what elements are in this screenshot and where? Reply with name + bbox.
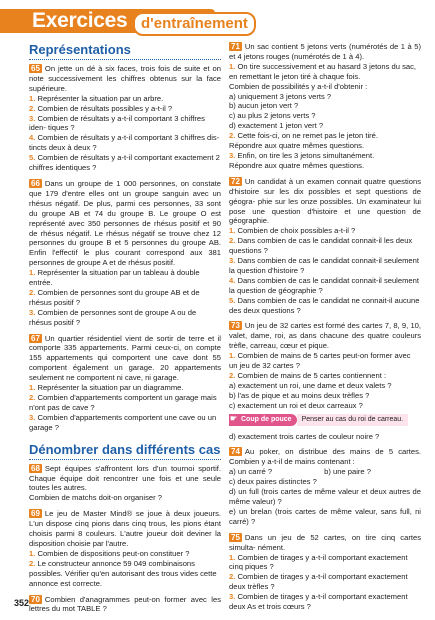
question — [29, 413, 221, 433]
question-number: 2. — [229, 572, 236, 582]
question-number: 1. — [29, 268, 36, 278]
item: d) exactement 1 jeton vert ? — [229, 121, 324, 131]
exercise-intro: Dans un jeu de 52 cartes, on tire cinq cartes simulta- nément. — [229, 532, 421, 552]
question-number: 3. — [229, 256, 236, 266]
question-number: 2. — [229, 371, 236, 380]
exercise-intro: Le jeu de Master Mind® se joue à deux joueurs. L'un dispose cinq pions dans cinq trous, les pions étant choisis parmi 8 couleurs. L'autre joueur doit deviner la disposition choisie par l'autre. — [29, 509, 221, 548]
item: a) uniquement 3 jetons verts ? — [229, 91, 332, 101]
exercise-number: 69 — [31, 509, 40, 519]
question-text: Représenter la situation par un arbre. — [37, 93, 164, 103]
item: c) deux paires distinctes ? — [229, 477, 317, 487]
question-number: 3. — [229, 592, 236, 602]
question-text: Le constructeur annonce 59 049 combinaisons possibles. Vérifier qu'en autorisant des trous vides cette annonce est correcte. — [29, 558, 217, 588]
question — [229, 62, 421, 82]
question-number: 1. — [29, 93, 36, 103]
hint-label — [229, 414, 297, 426]
page-title: Exercices — [32, 9, 128, 32]
question-text: Combien de mains de 5 cartes contiennent : — [237, 371, 387, 380]
item: d) un full (trois cartes de même valeur et deux autres de même valeur) ? — [229, 487, 421, 506]
question-text: Cette fois-ci, on ne remet pas le jeton tiré. — [237, 131, 379, 141]
item: b) une paire ? — [324, 467, 371, 477]
question-text: Représenter la situation par un tableau à double entrée. — [29, 268, 200, 288]
question — [29, 133, 221, 153]
hint-text: Penser au cas du roi de carreau. — [297, 414, 409, 426]
question — [29, 383, 221, 393]
exercise-intro: Dans un groupe de 1 000 personnes, on constate que 179 d'entre elles ont un groupe sanguin avec un rhésus négatif. De plus, parmi ces personnes, 33 sont du groupe AB et 74 du groupe B. Le groupe O est représenté avec 350 personnes de rhésus positif et 90 de rhésus négatif. Le rhésus négatif se trouve chez 12 personnes du groupe B et 5 personnes du groupe AB. Enfin l'effectif le plus courant correspond aux 381 personnes de groupe A et de rhésus positif. — [29, 178, 221, 268]
item: a) un carré ? — [229, 467, 273, 477]
question-number: 2. — [229, 131, 236, 141]
question — [229, 226, 421, 236]
item: b) l'as de pique et au moins deux trèfles ? — [229, 390, 370, 400]
exercise-65 — [29, 64, 221, 173]
exercise-66 — [29, 179, 221, 328]
question-text: Combien d'appartements comportent une cave ou un garage ? — [29, 412, 217, 432]
question-text: Combien de tirages y a-t-il comportant exactement deux trèfles ? — [229, 572, 408, 592]
question — [229, 131, 421, 141]
section-title-denombrer: Dénombrer dans différents cas — [29, 442, 221, 460]
question — [229, 296, 421, 316]
item: a) exactement un roi, une dame et deux valets ? — [229, 380, 392, 390]
question-number: 3. — [29, 113, 36, 123]
exercise-67 — [29, 334, 221, 433]
question-text: Combien de mains de 5 cartes peut-on former avec un jeu de 32 cartes ? — [229, 351, 411, 371]
question-number: 1. — [229, 552, 236, 562]
question-number: 2. — [29, 558, 36, 568]
question-text: Combien de résultats y a-t-il comportant 3 chiffres iden- tiques ? — [29, 113, 205, 133]
question-number: 4. — [29, 133, 36, 143]
exercise-68 — [29, 464, 221, 504]
exercise-intro: Combien d'anagrammes peut-on former avec les lettres du mot TABLE ? — [29, 594, 221, 614]
question-number: 4. — [229, 275, 236, 285]
question — [229, 592, 421, 612]
section-title-representations: Représentations — [29, 42, 221, 60]
right-column — [229, 42, 421, 618]
question-number: 2. — [29, 103, 36, 113]
question — [229, 276, 421, 296]
question-text: Représenter la situation par un diagramme. — [37, 383, 184, 393]
page-number: 352 — [14, 598, 30, 608]
question-text: Combien de personnes sont du groupe AB et de rhésus positif ? — [29, 287, 200, 307]
question-text: Combien d'appartements comportent un garage mais n'ont pas de cave ? — [29, 393, 217, 412]
exercise-number: 66 — [31, 178, 40, 188]
question-number: 1. — [229, 61, 236, 71]
exercise-number: 75 — [231, 532, 240, 542]
question — [229, 553, 421, 573]
question — [229, 256, 421, 276]
question-text: Enfin, on tire les 3 jetons simultanément. — [237, 150, 375, 160]
exercise-intro: Sept équipes s'affrontent lors d'un tournoi sportif. Chaque équipe doit rencontrer une fois et une seule toutes les autres. — [29, 463, 221, 493]
question-text: Combien de résultats possibles y a-t-il ? — [37, 103, 173, 113]
question — [229, 371, 421, 381]
exercise-75 — [229, 533, 421, 612]
exercise-intro: On jette un dé à six faces, trois fois de suite et on note successivement les chiffres obtenus sur la face supérieure. — [29, 64, 221, 93]
question — [229, 572, 421, 592]
question — [29, 268, 221, 288]
question — [229, 351, 421, 371]
question-text: Dans combien de cas le candidat connait-il les deux questions ? — [229, 236, 413, 256]
question — [29, 153, 221, 173]
item: c) exactement un roi et deux carreaux ? — [229, 400, 363, 410]
question-text: Combien de tirages y a-t-il comportant exactement cinq piques ? — [229, 552, 408, 572]
left-column — [29, 42, 221, 620]
exercise-number: 74 — [231, 447, 240, 457]
exercise-74 — [229, 447, 421, 526]
question — [29, 104, 221, 114]
item: e) un brelan (trois cartes de même valeur, sans full, ni carré) ? — [229, 506, 421, 526]
question-text: Dans combien de cas le candidat connait-il seulement la question d'histoire ? — [229, 256, 419, 275]
question-number: 3. — [229, 150, 236, 160]
exercise-number: 72 — [231, 176, 240, 186]
question-text: On tire successivement et au hasard 3 jetons du sac, en remettant le jeton tiré à chaque fois. — [229, 61, 417, 81]
exercise-intro: Un sac contient 5 jetons verts (numérotés de 1 à 5) et 4 jetons rouges (numérotés de 1 à 4). — [229, 42, 421, 61]
exercise-number: 71 — [231, 42, 240, 51]
exercise-72 — [229, 177, 421, 316]
question-number: 3. — [29, 307, 36, 317]
thumb-icon: ☛ — [230, 413, 238, 423]
exercise-intro: Un candidat à un examen connait quatre questions d'histoire sur les dix possibles et sept questions de géogra- phie sur les onze possibles. Un examinateur lui pose une question d'histoire et une question de géographie. — [229, 176, 421, 226]
exercise-intro: Un jeu de 32 cartes est formé des cartes 7, 8, 9, 10, valet, dame, roi, as dans chacune des quatre couleurs trèfle, carreau, cœur et pique. — [229, 321, 421, 351]
question-number: 2. — [29, 393, 36, 402]
exercise-71 — [229, 42, 421, 171]
exercise-70 — [29, 595, 221, 615]
question-number: 5. — [29, 153, 36, 163]
question-text: Combien de résultats y a-t-il comportant 3 chiffres dis- tincts deux à deux ? — [29, 133, 220, 153]
question-text: Dans combien de cas le candidat connait-il seulement la question de géographie ? — [229, 275, 419, 295]
question-number: 2. — [29, 287, 36, 297]
question — [29, 549, 221, 559]
question-number: 3. — [29, 412, 36, 422]
exercise-number: 73 — [231, 321, 240, 331]
exercise-73 — [229, 321, 421, 441]
question-text: Combien de personnes sont de groupe A ou de rhésus positif ? — [29, 307, 197, 327]
exercise-question: Combien de matchs doit-on organiser ? — [29, 493, 162, 503]
hint-box — [229, 414, 421, 426]
question — [29, 308, 221, 328]
item-row — [229, 467, 421, 477]
question-text: Combien de résultats y a-t-il comportant exactement 2 chiffres identiques ? — [29, 153, 220, 173]
question — [29, 393, 221, 413]
question-number: 1. — [229, 226, 236, 236]
question — [229, 151, 421, 161]
exercise-number: 65 — [31, 64, 40, 73]
page-header — [0, 0, 435, 38]
question — [229, 236, 421, 256]
question-number: 1. — [229, 351, 236, 361]
question-number: 5. — [229, 295, 236, 305]
exercise-number: 68 — [31, 463, 40, 473]
exercise-69 — [29, 509, 221, 588]
question-number: 1. — [29, 548, 36, 558]
question-text: Combien de choix possibles a-t-il ? — [237, 226, 356, 236]
item: b) aucun jeton vert ? — [229, 101, 299, 111]
question-number: 1. — [29, 383, 36, 393]
question-text: Combien de tirages y a-t-il comportant exactement deux As et trois cœurs ? — [229, 592, 408, 612]
page-subtitle-tag: d'entraînement — [133, 12, 256, 36]
question — [29, 94, 221, 104]
exercise-intro: Au poker, on distribue des mains de 5 cartes. Combien y a-t-il de mains contenant : — [229, 447, 421, 467]
question-text: Dans combien de cas le candidat ne connait-il aucune des deux questions ? — [229, 295, 420, 315]
exercise-number: 70 — [31, 594, 40, 604]
exercise-number: 67 — [31, 333, 40, 343]
sub-question: Répondre aux quatre mêmes questions. — [229, 141, 365, 151]
question — [29, 114, 221, 134]
question-number: 2. — [229, 236, 236, 246]
item: d) exactement trois cartes de couleur noire ? — [229, 431, 380, 441]
item: c) au plus 2 jetons verts ? — [229, 111, 316, 121]
sub-question: Combien de possibilités y a-t-il d'obtenir : — [229, 81, 368, 91]
hint-label-text: Coup de pouce — [241, 415, 292, 423]
exercise-intro: Un quartier résidentiel vient de sortir de terre et il comporte 335 appartements. Parmi ceux-ci, on compte 155 appartements qui comportent une cave dont 55 comportent également un garage. 20 appartements seulement ne comportent ni cave, ni garage. — [29, 333, 221, 383]
question — [29, 559, 221, 589]
sub-question: Répondre aux quatre mêmes questions. — [229, 160, 365, 170]
question-text: Combien de dispositions peut-on constituer ? — [37, 548, 190, 558]
question — [29, 288, 221, 308]
